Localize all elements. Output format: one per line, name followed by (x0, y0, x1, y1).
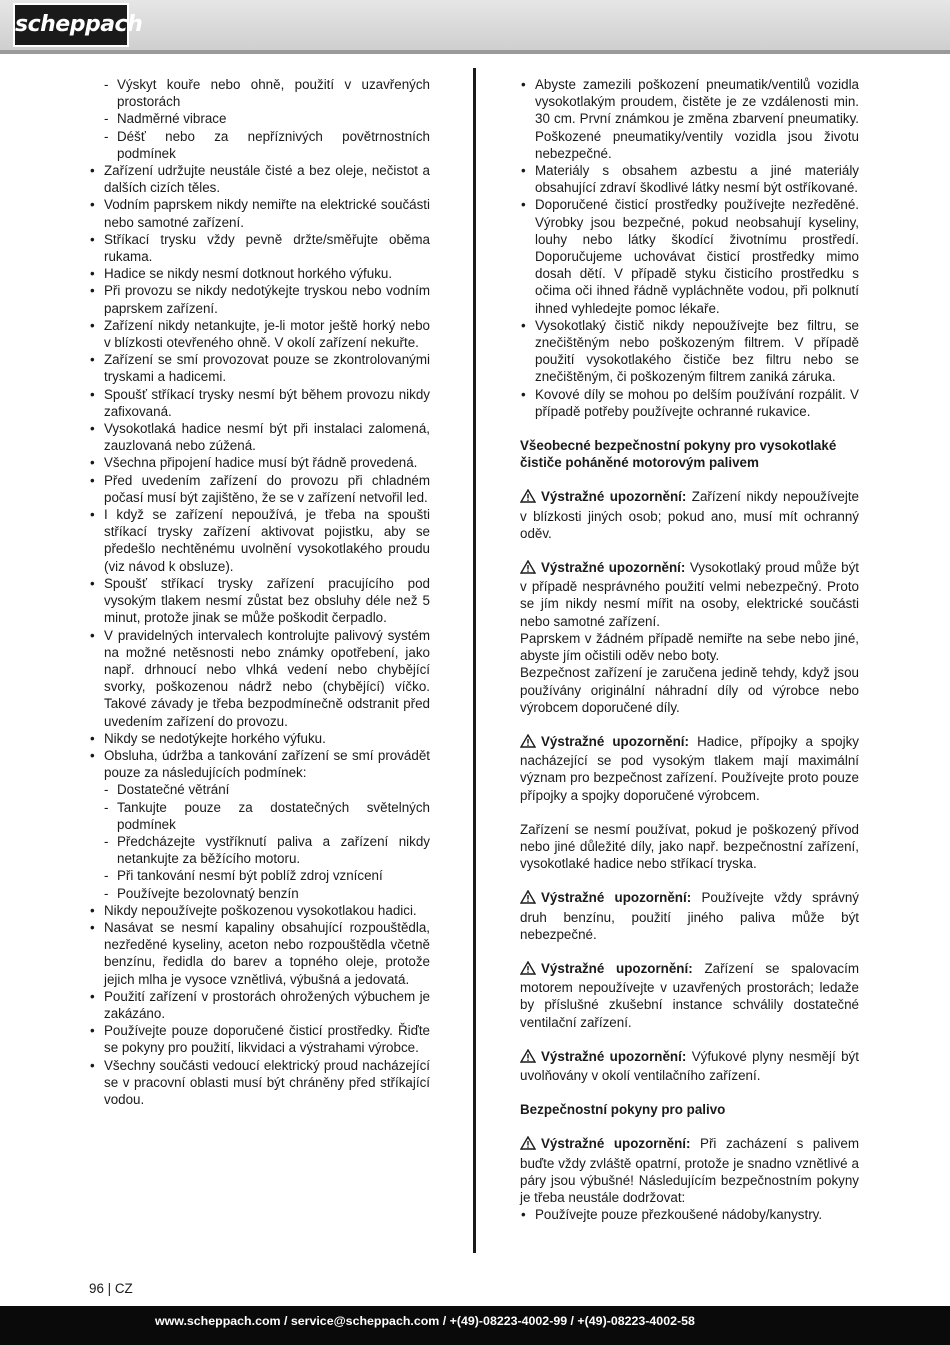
list-item-text: Používejte pouze doporučené čisticí prostředky. Řiďte se pokyny pro použití, likvidaci a výstrahami výrobce. (104, 1023, 430, 1056)
list-item: • Používejte pouze přezkoušené nádoby/kanystry. (521, 1207, 823, 1223)
section-heading-fuel: Bezpečnostní pokyny pro palivo (520, 1102, 726, 1118)
list-item-text: Nikdy nepoužívejte poškozenou vysokotlakou hadici. (104, 902, 417, 918)
list-item-text: I když se zařízení nepoužívá, je třeba na spoušti stříkací trysky zařízení aktivovat pojistku, aby se předešlo nechtěnému uvolnění vysokotlakého proudu (viz návod k obsluze). (104, 507, 430, 574)
warning-label: Výstražné upozornění: (541, 890, 692, 906)
sub-list-item: - Výskyt kouře nebo ohně, použití v uzavřených prostorách (104, 77, 430, 110)
right-column (520, 76, 859, 1223)
page-number: 96 | CZ (89, 1281, 133, 1296)
list-item: • Spoušť stříkací trysky zařízení pracujícího pod vysokým tlakem nesmí zůstat bez obsluhy déle než 5 minut, protože jinak se může poškodit čerpadlo. (90, 575, 430, 626)
list-item: • Používejte pouze doporučené čisticí prostředky. Řiďte se pokyny pro použití, likvidaci a výstrahami výrobce. (90, 1023, 430, 1056)
list-item: • Vysokotlaká hadice nesmí být při instalaci zalomená, zauzlovaná nebo zúžená. (90, 421, 430, 454)
section-heading-pressure-washer: Všeobecné bezpečnostní pokyny pro vysokotlaké čističe poháněné motorovým palivem (520, 438, 837, 471)
list-item-text: Déšť nebo za nepříznivých povětrnostních podmínek (117, 128, 430, 161)
list-item: • Nikdy nepoužívejte poškozenou vysokotlakou hadici. (90, 902, 417, 918)
list-item: • I když se zařízení nepoužívá, je třeba na spoušti stříkací trysky zařízení aktivovat pojistku, aby se předešlo nechtěnému uvolnění vysokotlakého proudu (viz návod k obsluze). (90, 507, 430, 574)
warning-text: Vysokotlaký proud může být v případě nesprávného použití velmi nebezpečný. Proto se jím nikdy nesmí mířit na osoby, elektrické součásti nebo samotné zařízení. (520, 560, 859, 629)
list-item: • Obsluha, údržba a tankování zařízení se smí provádět pouze za následujících podmínek: (90, 747, 430, 781)
paragraph: Paprskem v žádném případě nemiřte na sebe nebo jiné, abyste jím očistili oděv nebo boty. (520, 630, 859, 664)
warning-triangle-icon (520, 890, 536, 908)
list-item-text: Kovové díly se mohou po delším používání rozpálit. V případě potřeby používejte ochranné rukavice. (535, 386, 859, 419)
warning-block (520, 559, 859, 630)
list-item: • Všechny součásti vedoucí elektrický proud nacházející se v pracovní oblasti musí být chráněny před stříkající vodou. (90, 1057, 430, 1107)
list-item-text: Předcházejte vystříknutí paliva a zařízení nikdy netankujte za běžícího motoru. (117, 833, 430, 867)
list-item-text: Při tankování nesmí být poblíž zdroj vznícení (117, 868, 383, 884)
warning-triangle-icon (520, 1049, 536, 1067)
list-item-text: Obsluha, údržba a tankování zařízení se smí provádět pouze za následujících podmínek: (104, 747, 430, 781)
sub-list-item: - Tankujte pouze za dostatečných světelných podmínek (104, 799, 430, 832)
brand-logo: scheppach (13, 3, 129, 47)
list-item: • Stříkací trysku vždy pevně držte/směřujte oběma rukama. (90, 231, 430, 265)
sub-list-item: - Při tankování nesmí být poblíž zdroj vznícení (104, 868, 383, 884)
list-item-text: Všechny součásti vedoucí elektrický proud nacházející se v pracovní oblasti musí být chráněny před stříkající vodou. (104, 1057, 430, 1107)
list-item-text: Spoušť stříkací trysky nesmí být během provozu nikdy zafixovaná. (104, 386, 430, 419)
warning-label: Výstražné upozornění: (541, 489, 687, 505)
list-item: • Při provozu se nikdy nedotýkejte tryskou nebo vodním paprskem zařízení. (90, 283, 430, 316)
warning-label: Výstražné upozornění: (541, 1048, 687, 1064)
warning-triangle-icon (520, 489, 536, 507)
list-item-text: V pravidelných intervalech kontrolujte palivový systém na možné netěsnosti nebo známky opotřebení, jako např. drhnoucí nebo vlhká vedení nebo chybějící svorky, poškozenou nádrž nebo (chybějící) víčko. Takové závady je třeba bezpodmínečně odstranit před uvedením zařízení do provozu. (104, 627, 430, 729)
list-item-text: Při provozu se nikdy nedotýkejte tryskou nebo vodním paprskem zařízení. (104, 283, 430, 316)
paragraph: Zařízení se nesmí používat, pokud je poškozený přívod nebo jiné důležité díly, jako např. bezpečnostní zařízení, vysokotlaké hadice nebo stříkací tryska. (520, 821, 859, 872)
warning-block (520, 960, 859, 1031)
list-item-text: Dostatečné větrání (117, 782, 230, 798)
sub-list-item: - Používejte bezolovnatý benzín (104, 885, 299, 901)
warning-text: Zařízení nikdy nepoužívejte v blízkosti jiných osob; pokud ano, musí mít ochranný oděv. (520, 489, 859, 541)
list-item: • Vysokotlaký čistič nikdy nepoužívejte bez filtru, se znečištěným nebo poškozeným filtrem. V případě použití vysokotlakého čističe bez filtru nebo se znečištěným, či poškozeným filtrem zaniká záruka. (521, 317, 859, 385)
sub-list-item: - Nadměrné vibrace (104, 111, 227, 127)
list-item: • Nikdy se nedotýkejte horkého výfuku. (90, 730, 326, 746)
list-item-text: Zařízení se smí provozovat pouze se zkontrolovanými tryskami a hadicemi. (104, 352, 430, 385)
list-item: • Zařízení udržujte neustále čisté a bez oleje, nečistot a dalších cizích těles. (90, 163, 430, 196)
right-bullet-list (520, 76, 859, 420)
list-item-text: Před uvedením zařízení do provozu při chladném počasí musí být zajištěno, že se v zařízení netvořil led. (104, 472, 430, 505)
warning-block (520, 889, 859, 943)
warning-triangle-icon (520, 961, 536, 979)
list-item: • Spoušť stříkací trysky nesmí být během provozu nikdy zafixovaná. (90, 386, 430, 419)
list-item: • Zařízení se smí provozovat pouze se zkontrolovanými tryskami a hadicemi. (90, 352, 430, 385)
list-item: • Hadice se nikdy nesmí dotknout horkého výfuku. (90, 266, 393, 282)
list-item-text: Stříkací trysku vždy pevně držte/směřujte oběma rukama. (104, 231, 430, 265)
list-item-text: Nasávat se nesmí kapaliny obsahující rozpouštědla, nezředěné kyseliny, aceton nebo rozpouštědla včetně benzínu, ředidla do barev a topného oleje, protože jejich mlha je vysoce vznětlivá, výbušná a jedovatá. (104, 919, 430, 987)
warning-text: Zařízení se spalovacím motorem nepoužívejte v uzavřených prostorách; ledaže by příslušné zkušební instance schválily dostatečné ventilační zařízení. (520, 960, 859, 1030)
warning-block (520, 1048, 859, 1084)
list-item-text: Výskyt kouře nebo ohně, použití v uzavřených prostorách (117, 77, 430, 110)
list-item-text: Abyste zamezili poškození pneumatik/ventilů vozidla vysokotlakým proudem, čistěte je ze vzdálenosti min. 30 cm. První známkou je změna zbarvení pneumatiky. Poškozené pneumatiky/ventily vozidla jsou životu nebezpečné. (535, 77, 859, 161)
sub-list-item: - Déšť nebo za nepříznivých povětrnostních podmínek (104, 128, 430, 161)
footer-bar (0, 1306, 950, 1345)
list-item: • Zařízení nikdy netankujte, je-li motor ještě horký nebo v blízkosti otevřeného ohně. V okolí zařízení nekuřte. (90, 317, 430, 351)
warning-triangle-icon (520, 1136, 536, 1154)
paragraph: Bezpečnost zařízení je zaručena jedině tehdy, když jsou používány originální náhradní díly od výrobce nebo výrobcem doporučené díly. (520, 665, 859, 715)
warning-text: Hadice, přípojky a spojky nacházející se pod vysokým tlakem mají maximální význam pro bezpečnost zařízení. Používejte proto pouze přípojky a spojky doporučené výrobcem. (520, 733, 859, 803)
list-item-text: Vysokotlaká hadice nesmí být při instalaci zalomená, zauzlovaná nebo zúžená. (104, 421, 430, 454)
list-item-text: Hadice se nikdy nesmí dotknout horkého výfuku. (104, 266, 393, 282)
list-item: • Doporučené čisticí prostředky používejte nezředěné. Výrobky jsou bezpečné, pokud neobsahují kyseliny, louhy nebo látky škodící životnímu prostředí. Doporučujeme uchovávat čisticí prostředky mimo dosah dětí. V případě styku čisticího prostředku s očima oči ihned řádně vypláchněte vodou, při polknutí ihned vyhledejte pomoc lékaře. (521, 197, 859, 316)
header-bar (0, 0, 950, 54)
warning-block (520, 733, 859, 804)
list-item-text: Doporučené čisticí prostředky používejte nezředěné. Výrobky jsou bezpečné, pokud neobsahují kyseliny, louhy nebo látky škodící životnímu prostředí. Doporučujeme uchovávat čisticí prostředky mimo dosah dětí. V případě styku čisticího prostředku s očima oči ihned řádně vypláchněte vodou, při polknutí ihned vyhledejte pomoc lékaře. (535, 197, 859, 316)
left-column (89, 76, 430, 1108)
list-item: • Abyste zamezili poškození pneumatik/ventilů vozidla vysokotlakým proudem, čistěte je ze vzdálenosti min. 30 cm. První známkou je změna zbarvení pneumatiky. Poškozené pneumatiky/ventily vozidla jsou životu nebezpečné. (521, 77, 859, 161)
list-item-text: Nikdy se nedotýkejte horkého výfuku. (104, 730, 326, 746)
list-item: • Nasávat se nesmí kapaliny obsahující rozpouštědla, nezředěné kyseliny, aceton nebo rozpouštědla včetně benzínu, ředidla do barev a topného oleje, protože jejich mlha je vysoce vznětlivá, výbušná a jedovatá. (90, 919, 430, 987)
warning-triangle-icon (520, 560, 536, 578)
list-item: • Materiály s obsahem azbestu a jiné materiály obsahující zdraví škodlivé látky nesmí být ostříkované. (521, 163, 859, 196)
footer-contact: www.scheppach.com / service@scheppach.com / +(49)-08223-4002-99 / +(49)-08223-4002-58 (155, 1314, 695, 1328)
list-item-text: Všechna připojení hadice musí být řádně provedená. (104, 455, 418, 471)
list-item-text: Zařízení nikdy netankujte, je-li motor ještě horký nebo v blízkosti otevřeného ohně. V okolí zařízení nekuřte. (104, 317, 430, 351)
list-item: • Před uvedením zařízení do provozu při chladném počasí musí být zajištěno, že se v zařízení netvořil led. (90, 472, 430, 505)
list-item: • Použití zařízení v prostorách ohrožených výbuchem je zakázáno. (90, 988, 430, 1021)
warning-text: Výfukové plyny nesmějí být uvolňovány v okolí ventilačního zařízení. (520, 1048, 859, 1083)
warning-text: Při zacházení s palivem buďte vždy zvláště opatrní, protože je snadno vznětlivé a páry jsou výbušné! Následujícím bezpečnostním pokyny je třeba neustále dodržovat: (520, 1136, 859, 1205)
warning-triangle-icon (520, 734, 536, 752)
list-item-text: Vysokotlaký čistič nikdy nepoužívejte bez filtru, se znečištěným nebo poškozeným filtrem. V případě použití vysokotlakého čističe bez filtru nebo se znečištěným, či poškozeným filtrem zaniká záruka. (535, 317, 859, 385)
warning-label: Výstražné upozornění: (541, 960, 693, 976)
warning-label: Výstražné upozornění: (541, 1136, 691, 1152)
warning-block (520, 1135, 859, 1206)
list-item-text: Používejte pouze přezkoušené nádoby/kanystry. (535, 1207, 823, 1223)
warning-text: Používejte vždy správný druh benzínu, použití jiného paliva může být nebezpečné. (520, 890, 859, 942)
list-item: • V pravidelných intervalech kontrolujte palivový systém na možné netěsnosti nebo známky opotřebení, jako např. drhnoucí nebo vlhká vedení nebo chybějící svorky, poškozenou nádrž nebo (chybějící) víčko. Takové závady je třeba bezpodmínečně odstranit před uvedením zařízení do provozu. (90, 627, 430, 729)
warning-block (520, 488, 859, 542)
warning-label: Výstražné upozornění: (541, 560, 686, 576)
list-item: • Všechna připojení hadice musí být řádně provedená. (90, 455, 418, 471)
list-item-text: Použití zařízení v prostorách ohrožených výbuchem je zakázáno. (104, 988, 430, 1021)
sub-list-item: - Dostatečné větrání (104, 782, 230, 798)
list-item-text: Tankujte pouze za dostatečných světelných podmínek (117, 799, 430, 832)
column-divider (473, 68, 476, 1253)
list-item-text: Materiály s obsahem azbestu a jiné materiály obsahující zdraví škodlivé látky nesmí být ostříkované. (535, 163, 859, 196)
list-item-text: Používejte bezolovnatý benzín (117, 885, 299, 901)
sub-list-item: - Předcházejte vystříknutí paliva a zařízení nikdy netankujte za běžícího motoru. (104, 833, 430, 867)
list-item-text: Nadměrné vibrace (117, 111, 227, 127)
list-item: • Vodním paprskem nikdy nemiřte na elektrické součásti nebo samotné zařízení. (90, 197, 430, 230)
list-item-text: Spoušť stříkací trysky zařízení pracujícího pod vysokým tlakem nesmí zůstat bez obsluhy déle než 5 minut, protože jinak se může poškodit čerpadlo. (104, 575, 430, 626)
list-item-text: Zařízení udržujte neustále čisté a bez oleje, nečistot a dalších cizích těles. (104, 163, 430, 196)
list-item-text: Vodním paprskem nikdy nemiřte na elektrické součásti nebo samotné zařízení. (104, 197, 430, 230)
warning-label: Výstražné upozornění: (541, 733, 689, 749)
list-item: • Kovové díly se mohou po delším používání rozpálit. V případě potřeby používejte ochranné rukavice. (521, 386, 859, 419)
